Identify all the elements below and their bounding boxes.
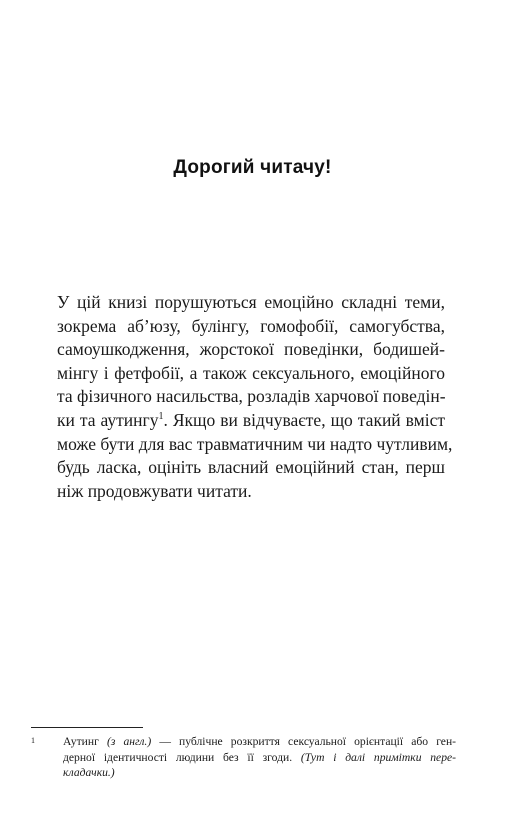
footnote-definition-cont: дерної ідентичності людини без її згоди. [63, 750, 301, 764]
body-line: та фізичного насильства, розладів харчової поведін- [57, 386, 446, 407]
footnote-term: Аутинг [63, 735, 107, 748]
footnote-origin: (з англ.) [106, 735, 152, 748]
footnote-line [31, 750, 456, 766]
body-line: мінгу і фетфобії, а також сексуального, емоційного [57, 362, 445, 383]
body-paragraph [57, 291, 453, 503]
footnote-marker: 1 [31, 736, 35, 745]
translator-note: (Тут і далі примітки пере- [300, 750, 457, 764]
body-line: самоушкодження, жорстокої поведінки, бодишей- [57, 339, 445, 360]
footnote-definition: — публічне розкриття сексуальної орієнтації або ген- [151, 735, 457, 748]
footnote [31, 734, 456, 781]
body-line: будь ласка, оцініть власний емоційний стан, перш [57, 457, 445, 478]
footnote-reference[interactable]: 1 [158, 411, 164, 423]
footnote-line [31, 734, 456, 750]
body-line: може бути для вас травматичним чи надто чутливим, [57, 433, 453, 454]
footnote-line [31, 765, 456, 781]
body-line-end: Якщо ви відчуваєте, що такий вміст [172, 409, 445, 430]
body-line: У цій книзі порушуються емоційно складні теми, [57, 292, 445, 312]
body-line-start: ки та аутингу [57, 409, 159, 430]
page-heading: Дорогий читачу! [173, 157, 332, 178]
body-line: ніж продовжувати читати. [57, 480, 252, 501]
body-line: зокрема аб’юзу, булінгу, гомофобії, самогубства, [57, 315, 445, 336]
footnote-divider [31, 727, 143, 728]
translator-note-end: кладачки.) [63, 766, 115, 780]
body-line-with-footnote: ки та аутингу$^1$. Якщо ви відчуваєте, що такий вміст [57, 409, 445, 430]
